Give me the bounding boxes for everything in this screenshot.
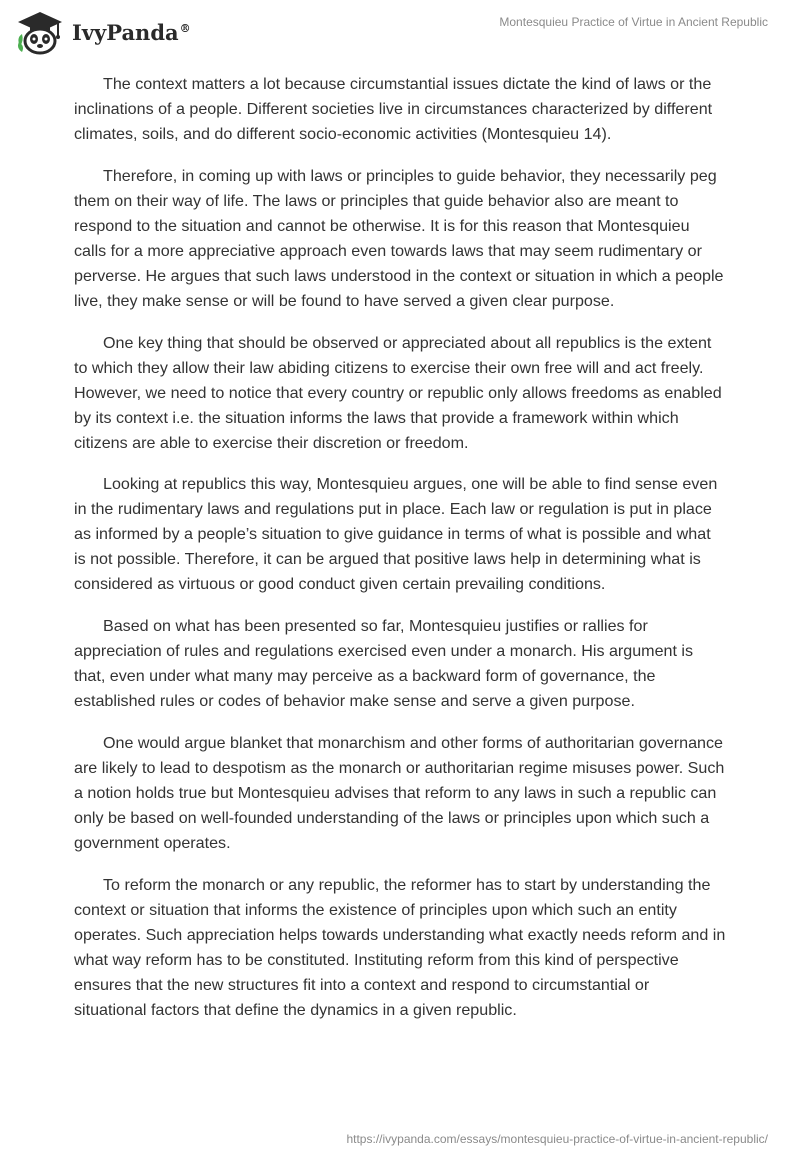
page-header xyxy=(0,0,800,68)
paragraph: The context matters a lot because circumstantial issues dictate the kind of laws or the inclinations of a people. Different societies live in circumstances characterized by different climates, soils, and do different socio-economic activities (Montesquieu 14). xyxy=(74,75,713,143)
panda-graduate-icon xyxy=(14,8,66,56)
registered-mark: ® xyxy=(179,21,191,35)
essay-body xyxy=(74,72,726,1040)
paragraph: One would argue blanket that monarchism and other forms of authoritarian governance are likely to lead to despotism as the monarch or authoritarian regime misuses power. Such a notion holds true but Montesquieu advises that reform to any laws in such a republic can only be based on well-founded understanding of the laws or principles upon which such a government operates. xyxy=(74,733,725,852)
paragraph: Looking at republics this way, Montesquieu argues, one will be able to find sense even in the rudimentary laws and regulations put in place. Each law or regulation is put in place as informed by a people’s situation to give guidance in terms of what is possible and what is not possible. Therefore, it can be argued that positive laws help in determining what is considered as virtuous or good conduct given certain prevailing conditions. xyxy=(74,475,718,594)
document-title: Montesquieu Practice of Virtue in Ancient Republic xyxy=(499,15,768,29)
paragraph: Therefore, in coming up with laws or principles to guide behavior, they necessarily peg them on their way of life. The laws or principles that guide behavior also are meant to respond to the situation and cannot be otherwise. It is for this reason that Montesquieu calls for a more appreciative approach even towards laws that may seem rudimentary or perverse. He argues that such laws understood in the context or situation in which a people live, they make sense or will be found to have served a given clear purpose. xyxy=(74,166,724,310)
source-url-link[interactable]: https://ivypanda.com/essays/montesquieu-practice-of-virtue-in-ancient-republic/ xyxy=(346,1132,768,1146)
paragraph: Based on what has been presented so far, Montesquieu justifies or rallies for appreciation of rules and regulations exercised even under a monarch. His argument is that, even under what many may perceive as a backward form of governance, the established rules or codes of behavior make sense and serve a given purpose. xyxy=(74,617,694,711)
logo-wordmark: IvyPanda® xyxy=(72,19,191,45)
paragraph: One key thing that should be observed or appreciated about all republics is the extent to which they allow their law abiding citizens to exercise their own free will and act freely. However, we need to notice that every country or republic only allows freedoms as enabled by its context i.e. the situation informs the laws that provide a framework within which citizens are able to exercise their discretion or freedom. xyxy=(74,333,722,452)
ivypanda-logo[interactable] xyxy=(14,8,191,56)
paragraph: To reform the monarch or any republic, the reformer has to start by understanding the context or situation that informs the existence of principles upon which such an entity operates. Such appreciation helps towards understanding what exactly needs reform and in what way reform has to be constituted. Instituting reform from this kind of perspective ensures that the new structures fit into a context and respond to circumstantial or situational factors that define the dynamics in a given republic. xyxy=(74,875,726,1019)
